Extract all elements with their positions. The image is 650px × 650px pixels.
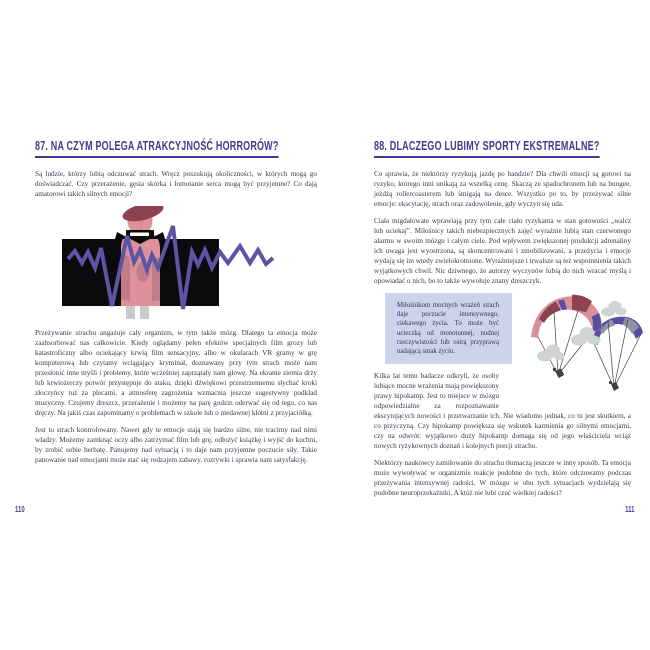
vr-person-heartbeat-graphic xyxy=(55,206,285,320)
section-title-88-wrap xyxy=(374,137,631,157)
body-paragraph: Ciała migdałowate wprawiają przy tym całe ciało ryzykanta w stan gotowości „walcz lub uciekaj”. Miłośnicy takich niebezpiecznych zajęć wyraźnie lubią stan czerwonego alarmu w swoim mózgu i całym ciele. Pod wpływem zwiększonej produkcji adrenaliny ich uwaga jest wyostrzona, są skoncentrowani i zmobilizowani, a przeżycia i emocje wydają się im wtedy zwielokrotnione. Wyraźniejsze i trwalsze są też wspomnienia takich wyjątkowych chwil. Nic dziwnego, że autorzy wyczynów lubią do nich wracać myślą i opowiadać o nich, bo to także wywołuje znany dreszczyk. xyxy=(374,217,631,285)
jumper-head-left xyxy=(553,368,556,371)
vr-goggles-slit xyxy=(130,233,149,237)
callout-box: Miłośnikom mocnych wrażeń strach daje poczucie intensywnego, ciekawego życia. To może być ucieczką od monotonnej, nudnej rzeczywistości lub ostrą przyprawą nadającą smak życiu. xyxy=(385,293,512,364)
body-paragraph: Jest to strach kontrolowany. Nawet gdy te emocje stają się bardzo silne, nie tracimy nad nimi władzy. Możemy zamknąć oczy albo zatrzymać film lub grę, odłożyć książkę i wyjść do kuchni, by zrobić sobie herbatę. Panujemy nad sytuacją i to daje nam przyjemne poczucie siły. Takie panowanie nad emocjami może stać się rodzajem zabawy, rozrywki i sprawia nam satysfakcję. xyxy=(35,426,317,464)
page-number-left: 110 xyxy=(15,505,25,514)
jumper-head-right xyxy=(609,381,612,384)
body-paragraph: Przeżywanie strachu angażuje cały organizm, w tym także mózg. Dlatego ta emocja może zaabsorbować nas całkowicie. Kiedy oglądamy pełen efektów specjalnych film grozy lub katastroficzny albo ociekający krwią film sensacyjny, albo w okularach VR gramy w grę komputerową lub czytamy wciągający kryminał, doznawany przy tym strach może nam przesłonić inne myśli i problemy, które wcześniej zaprzątały nam głowę. Na ekranie ziemia drży lub krwiożerczy potwór przystępuje do ataku, dzięki dźwiękowi przestrzennemu słychać kroki złoczyńcy tuż za plecami, a atmosferę zagrożenia wzmacnia jeszcze sugestywny podkład muzyczny. Czujemy dreszcz, przerażenie i możemy na parę godzin oderwać się od tego, co nas dręczy. Na jakiś czas zapominamy o problemach w szkole lub o niedawnej kłótni z przyjaciółką. xyxy=(35,329,317,417)
jumper-figure-left xyxy=(555,369,564,379)
page-left xyxy=(35,137,317,472)
section-title-87-wrap xyxy=(35,137,317,157)
parachutes-illustration xyxy=(498,288,648,412)
section-title-88: 88. DLACZEGO LUBIMY SPORTY EKSTREMALNE? xyxy=(374,139,600,158)
intro-paragraph-right: Co sprawia, że niektórzy ryzykują jazdę po bandzie? Dla chwili emocji są gotowi na ryzyko, którego inni unikają za wszelką cenę. Skaczą ze spadochronem lub na bungee, jeżdżą rollercoasterem lub śmigają na desce. Wszystko po to, by przeżywać silne emocje: ekscytację, strach oraz zadowolenie, gdy wyczyn się uda. xyxy=(374,170,631,208)
horror-illustration xyxy=(55,206,285,320)
intro-paragraph-left: Są ludzie, którzy lubią odczuwać strach. Wręcz poszukują okoliczności, w których mogą go doświadczać. Czy przerażenie, gęsia skórka i łomotanie serca mogą być przyjemne? Co dają amatorowi takich silnych emocji? xyxy=(35,170,317,198)
section-title-87: 87. NA CZYM POLEGA ATRAKCYJNOŚĆ HORRORÓW? xyxy=(35,139,279,158)
cloud-lower-left xyxy=(537,345,565,362)
body-paragraph: Niektórzy naukowcy zamiłowanie do strachu tłumaczą jeszcze w inny sposób. Ta emocja może wywoływać w organizmie reakcje podobne do tych, które odczuwamy podczas przeżywania intensywnej radości. W mózgu w obu tych sytuacjach wydzielają się podobne neuroprzekaźniki. A któż nie lubi czuć wielkiej radości? xyxy=(374,459,631,498)
parachutes-graphic xyxy=(498,288,648,412)
page-right xyxy=(374,137,631,505)
page-number-right: 111 xyxy=(624,505,634,514)
body-paragraph: Kilka lat temu badacze odkryli, że osoby lubiące mocne wrażenia mają powiększony prawy hipokamp. Jest to miejsce w mózgu odpowiedzialne za rozpoznawanie ekscytujących nowości i przetwarzanie ich. Nie wiadomo jednak, co tu jest skutkiem, a co przyczyną. Czy hipokamp powiększa się wskutek karmienia go silnymi emocjami, czy na odwrót: wyjątkowo duży hipokamp domaga się od jego właściciela wciąż nowych ryzykownych doznań i kolejnych porcji strachu. xyxy=(374,372,631,451)
cloud-top-right xyxy=(601,301,627,317)
